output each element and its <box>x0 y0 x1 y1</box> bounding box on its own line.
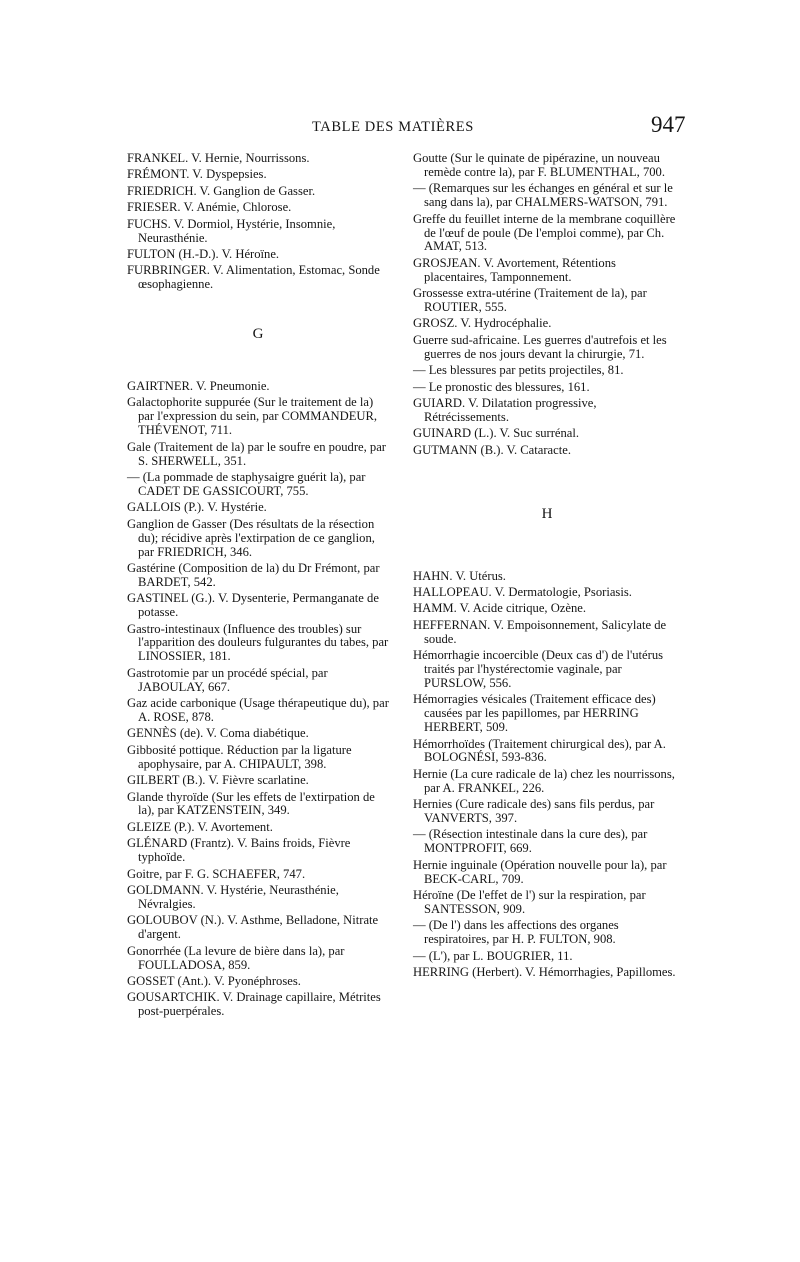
section-letter-g: G <box>252 326 264 343</box>
index-entry: Hémorrhoïdes (Traitement chirurgical des), par A. BOLOGNÉSI, 593-836. <box>413 736 666 765</box>
index-entry: Hernie (La cure radicale de la) chez les nourrissons, par A. FRANKEL, 226. <box>413 766 675 795</box>
index-entry: GASTINEL (G.). V. Dysenterie, Permanganate de potasse. <box>127 591 379 620</box>
index-entry: — Les blessures par petits projectiles, 81. <box>413 363 624 378</box>
index-entry: Gastérine (Composition de la) du Dr Frémont, par BARDET, 542. <box>127 560 380 589</box>
index-entry: FRANKEL. V. Hernie, Nourrissons. <box>127 151 310 165</box>
index-entry: GUIARD. V. Dilatation progressive, Rétrécissements. <box>413 396 597 424</box>
index-entry: HERRING (Herbert). V. Hémorrhagies, Papillomes. <box>413 965 676 980</box>
index-entry: Galactophorite suppurée (Sur le traitement de la) par l'expression du sein, par COMMANDEUR, THÉVENOT, 711. <box>127 395 378 438</box>
index-entry: GUTMANN (B.). V. Cataracte. <box>413 442 571 457</box>
index-entry: FURBRINGER. V. Alimentation, Estomac, Sonde œsophagienne. <box>127 263 380 292</box>
index-entry: Hernies (Cure radicale des) sans fils perdus, par VANVERTS, 397. <box>413 797 655 826</box>
index-entry: FRÉMONT. V. Dyspepsies. <box>127 167 267 182</box>
index-entry: GENNÈS (de). V. Coma diabétique. <box>127 726 309 741</box>
index-entry: Grossesse extra-utérine (Traitement de la), par ROUTIER, 555. <box>413 286 647 315</box>
index-entry: GALLOIS (P.). V. Hystérie. <box>127 500 267 515</box>
index-entry: Gonorrhée (La levure de bière dans la), par FOULLADOSA, 859. <box>127 943 345 972</box>
index-entry: GOLOUBOV (N.). V. Asthme, Belladone, Nitrate d'argent. <box>127 913 379 942</box>
index-entry: HAMM. V. Acide citrique, Ozène. <box>413 601 587 616</box>
index-entry: — (De l') dans les affections des organes respiratoires, par H. P. FULTON, 908. <box>413 918 619 947</box>
index-entry: Guerre sud-africaine. Les guerres d'autrefois et les guerres de nos jours devant la chirurgie, 71. <box>413 332 667 361</box>
index-entry: GILBERT (B.). V. Fièvre scarlatine. <box>127 773 309 788</box>
index-entry: HALLOPEAU. V. Dermatologie, Psoriasis. <box>413 584 632 599</box>
index-entry: — (L'), par L. BOUGRIER, 11. <box>413 948 573 963</box>
index-entry: HEFFERNAN. V. Empoisonnement, Salicylate de soude. <box>413 617 667 646</box>
index-entry: HAHN. V. Utérus. <box>413 568 506 583</box>
index-entry: Goitre, par F. G. SCHAEFER, 747. <box>127 866 306 881</box>
index-entry: FRIEDRICH. V. Ganglion de Gasser. <box>127 183 316 198</box>
index-entry: FUCHS. V. Dormiol, Hystérie, Insomnie, Neurasthénie. <box>127 216 336 245</box>
index-entry: Gastrotomie par un procédé spécial, par JABOULAY, 667. <box>127 665 328 694</box>
section-letter-h: H <box>541 505 553 522</box>
index-entry: GLEIZE (P.). V. Avortement. <box>127 819 273 834</box>
index-entry: GLÉNARD (Frantz). V. Bains froids, Fièvre typhoïde. <box>127 836 351 865</box>
index-entry: Goutte (Sur le quinate de pipérazine, un nouveau remède contre la), par F. BLUMENTHAL, 700. <box>413 151 666 179</box>
index-entry: Gibbosité pottique. Réduction par la ligature apophysaire, par A. CHIPAULT, 398. <box>127 742 352 771</box>
index-column-left <box>127 152 389 1022</box>
index-entry: Hernie inguinale (Opération nouvelle pour la), par BECK-CARL, 709. <box>413 857 667 886</box>
index-entry: Hémorragies vésicales (Traitement efficace des) causées par les papillomes, par HERRING HERBERT, 509. <box>413 692 656 735</box>
index-entry: GOLDMANN. V. Hystérie, Neurasthénie, Névralgies. <box>127 882 339 911</box>
index-entry: FULTON (H.-D.). V. Héroïne. <box>127 246 280 261</box>
index-entry: GUINARD (L.). V. Suc surrénal. <box>413 426 580 441</box>
index-entry: GOUSARTCHIK. V. Drainage capillaire, Métrites post-puerpérales. <box>127 990 381 1019</box>
index-entry: Gale (Traitement de la) par le soufre en poudre, par S. SHERWELL, 351. <box>127 439 387 468</box>
index-entry: Glande thyroïde (Sur les effets de l'extirpation de la), par KATZENSTEIN, 349. <box>127 789 375 818</box>
index-entry: — (La pommade de staphysaigre guérit la), par CADET DE GASSICOURT, 755. <box>127 470 366 498</box>
index-entry: Gastro-intestinaux (Influence des troubles) sur l'apparition des douleurs fulgurantes du tabes, par LINOSSIER, 181. <box>127 621 389 664</box>
index-column-right <box>413 152 681 983</box>
index-entry: — (Résection intestinale dans la cure des), par MONTPROFIT, 669. <box>413 827 648 856</box>
index-entry: Gaz acide carbonique (Usage thérapeutique du), par A. ROSE, 878. <box>127 696 389 724</box>
index-entry: GAIRTNER. V. Pneumonie. <box>127 379 270 394</box>
page-number: 947 <box>651 112 686 137</box>
index-entry: Héroïne (De l'effet de l') sur la respiration, par SANTESSON, 909. <box>413 888 646 916</box>
index-entry: GROSZ. V. Hydrocéphalie. <box>413 316 552 331</box>
index-entry: Hémorrhagie incoercible (Deux cas d') de l'utérus traités par l'hystérectomie vaginale, par PURSLOW, 556. <box>413 648 664 690</box>
index-entry: — (Remarques sur les échanges en général et sur le sang dans la), par CHALMERS-WATSON, 791. <box>413 181 673 210</box>
running-title: TABLE DES MATIÈRES <box>312 119 474 135</box>
index-entry: Greffe du feuillet interne de la membrane coquillère de l'œuf de poule (De l'emploi comme), par Ch. AMAT, 513. <box>413 211 676 254</box>
index-entry: — Le pronostic des blessures, 161. <box>413 379 590 394</box>
index-entry: FRIESER. V. Anémie, Chlorose. <box>127 200 292 215</box>
index-entry: Ganglion de Gasser (Des résultats de la résection du); récidive après l'extirpation de ce ganglion, par FRIEDRICH, 346. <box>127 516 375 559</box>
page-header <box>0 112 800 142</box>
index-entry: GOSSET (Ant.). V. Pyonéphroses. <box>127 973 301 988</box>
index-entry: GROSJEAN. V. Avortement, Rétentions placentaires, Tamponnement. <box>413 255 616 284</box>
